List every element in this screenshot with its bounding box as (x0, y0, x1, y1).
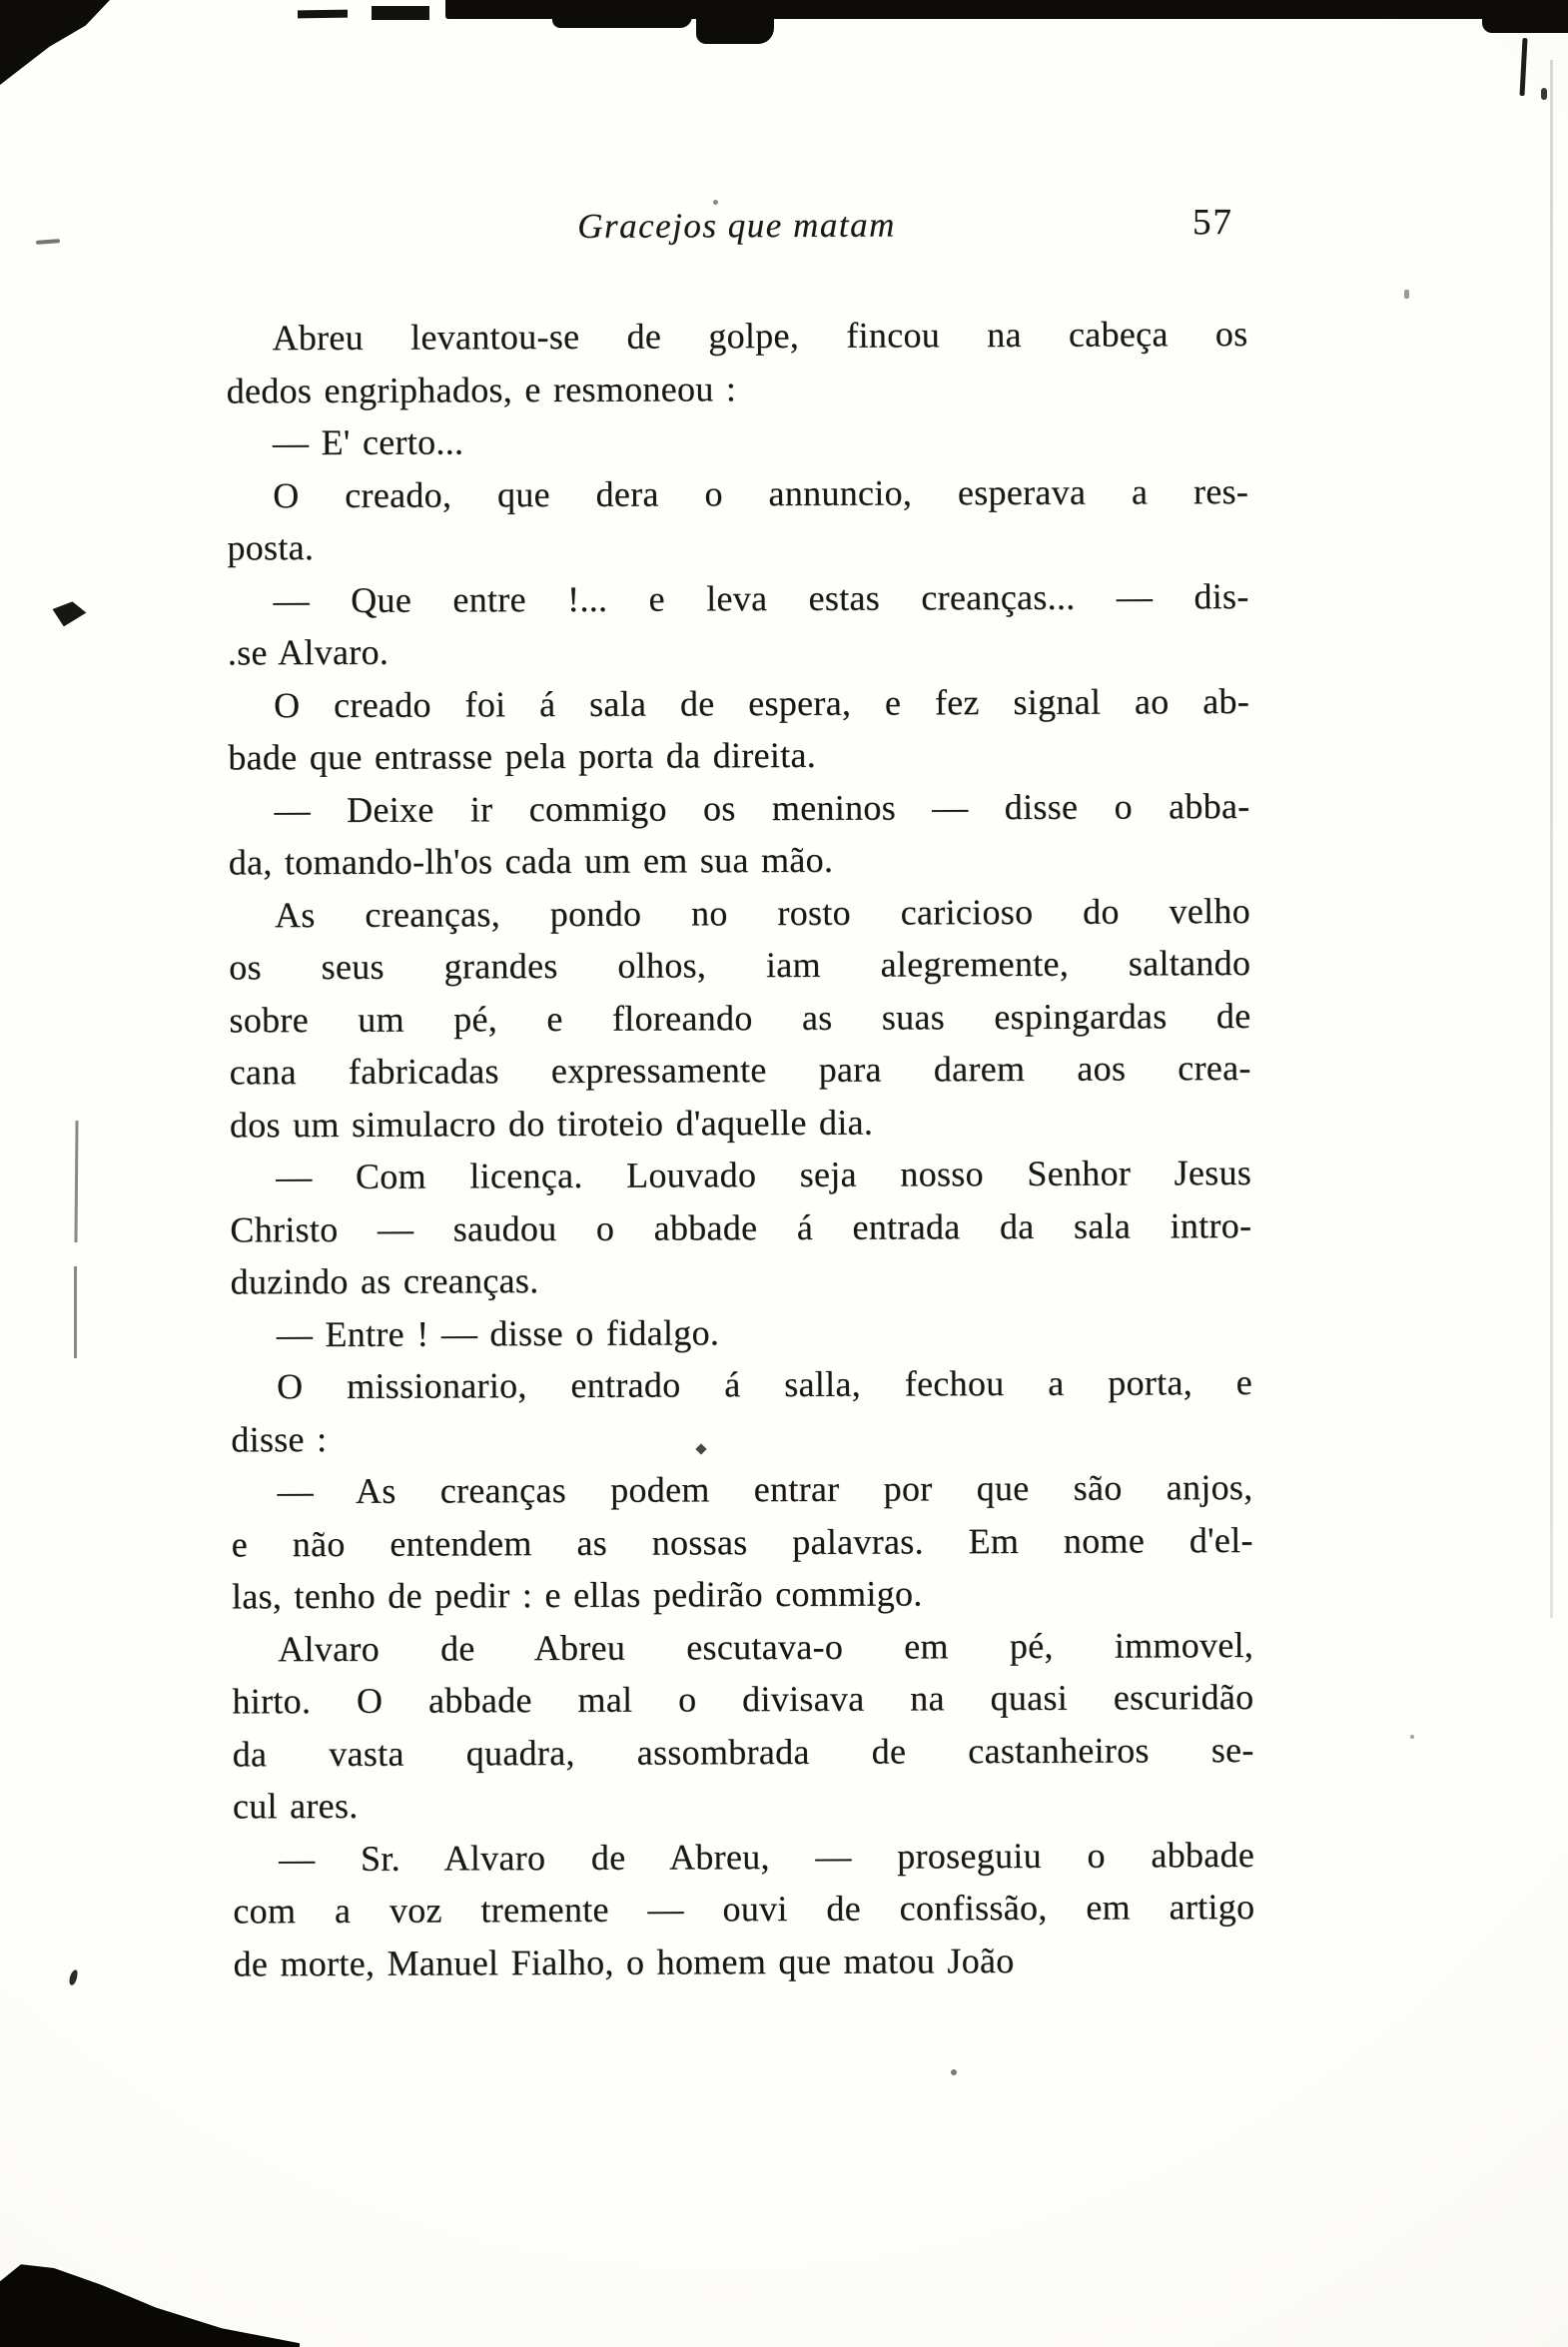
text-line: — Que entre !... e leva estas creanças... — dis- (273, 575, 1249, 620)
scan-band-dash (372, 6, 429, 20)
text-line: da vasta quadra, assombrada de castanheiros se- (232, 1729, 1254, 1774)
text-line: dedos engriphados, e resmoneou : (226, 368, 737, 410)
scan-speck (951, 2069, 957, 2075)
text-line: bade que entrasse pela porta da direita. (228, 734, 817, 778)
scan-band-tooth (696, 0, 774, 44)
scan-speck (713, 200, 718, 205)
text-line: posta. (227, 527, 315, 568)
text-line: duzindo as creanças. (230, 1260, 539, 1302)
text-line: .se Alvaro. (227, 631, 390, 673)
text-line: cana fabricadas expressamente para darem aos crea- (229, 1047, 1251, 1093)
text-line: da, tomando-lh'os cada um em sua mão. (228, 839, 834, 883)
text-line: disse : (231, 1418, 328, 1459)
text-line: As creanças, pondo no rosto caricioso do velho (274, 890, 1251, 935)
text-line: — Com licença. Louvado seja nosso Senhor Jesus (276, 1152, 1252, 1197)
scan-speck (1541, 88, 1547, 100)
text-line: — E' certo... (272, 421, 464, 463)
paragraph (233, 1828, 1255, 1989)
paragraph (227, 412, 1248, 469)
text-line: O missionario, entrado á salla, fechou a porta, e (276, 1361, 1253, 1407)
paragraph (228, 674, 1249, 783)
text-line: de morte, Manuel Fialho, o homem que matou João (233, 1940, 1015, 1983)
paragraph (230, 1147, 1252, 1308)
text-line: — Entre ! — disse o fidalgo. (276, 1311, 720, 1354)
paragraph (229, 884, 1251, 1151)
scan-crease-line (74, 1266, 77, 1358)
text-line: com a voz tremente — ouvi de confissão, em artigo (233, 1886, 1255, 1932)
text-line: Christo — saudou o abbade á entrada da sala intro- (230, 1204, 1252, 1249)
scan-band-dash (298, 10, 348, 19)
text-line: — As creanças podem entrar por que são anjos, (277, 1466, 1253, 1512)
page-number: 57 (1191, 202, 1234, 244)
scan-speck (1410, 1735, 1414, 1739)
text-line: Alvaro de Abreu escutava-o em pé, immovel, (278, 1624, 1254, 1669)
scan-speck (1404, 290, 1409, 299)
page-header (226, 204, 1247, 262)
text-line: os seus grandes olhos, iam alegremente, saltando (229, 942, 1251, 988)
page-edge-shadow (1550, 60, 1553, 1618)
paragraph (231, 1303, 1252, 1360)
running-title: Gracejos que matam (577, 205, 896, 246)
text-line: las, tenho de pedir : e ellas pedirão commigo. (231, 1573, 923, 1617)
text-line: hirto. O abbade mal o divisava na quasi escuridão (232, 1676, 1254, 1722)
text-line: O creado foi á sala de espera, e fez signal ao ab- (273, 680, 1250, 725)
text-line: — Deixe ir commigo os meninos — disse o abba- (274, 785, 1250, 830)
text-line: dos um simulacro do tiroteio d'aquelle dia. (229, 1102, 874, 1145)
text-block (226, 308, 1254, 1989)
text-line: Abreu levantou-se de golpe, fincou na cabeça os (272, 313, 1248, 359)
paragraph (228, 779, 1249, 888)
paragraph (232, 1618, 1254, 1832)
text-line: — Sr. Alvaro de Abreu, — proseguiu o abbade (279, 1834, 1255, 1879)
paragraph (231, 1461, 1253, 1623)
text-line: sobre um pé, e floreando as suas espingardas de (229, 995, 1251, 1040)
text-line: O creado, que dera o annuncio, esperava a res- (273, 470, 1249, 515)
scan-band-right (1482, 0, 1568, 33)
text-line: cul ares. (232, 1785, 359, 1827)
text-line: e não entendem as nossas palavras. Em nome d'el- (231, 1519, 1253, 1564)
paragraph (226, 308, 1247, 416)
scan-band-bump (552, 0, 692, 28)
paragraph (231, 1356, 1252, 1465)
paragraph (228, 569, 1249, 678)
paragraph (227, 464, 1248, 573)
